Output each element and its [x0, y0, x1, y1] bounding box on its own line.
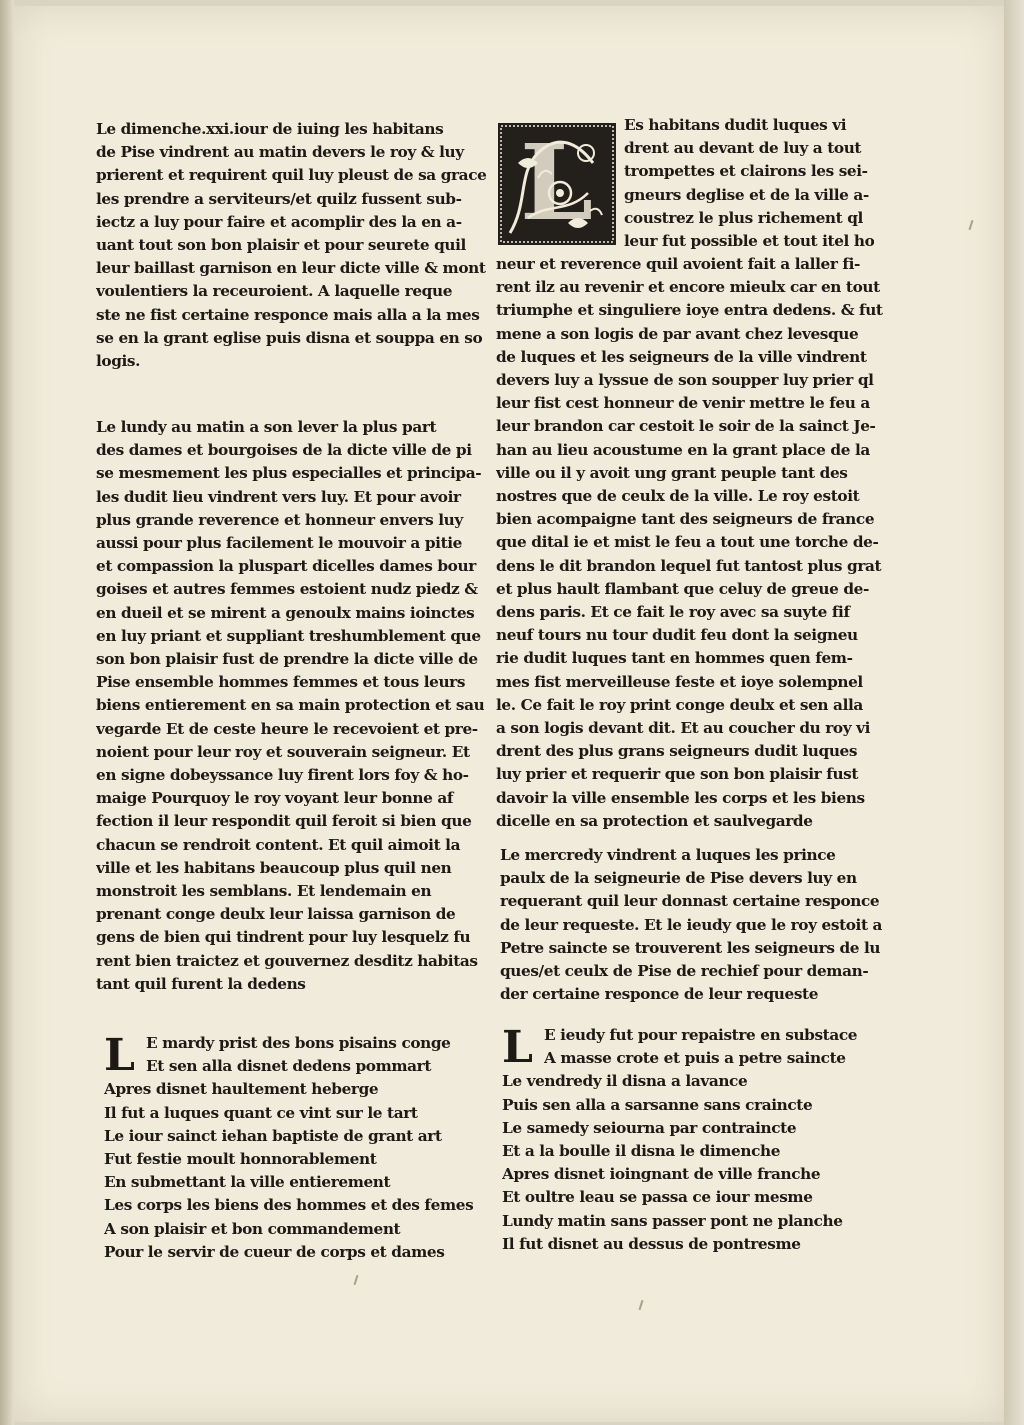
text-line: requerant quil leur donnast certaine responce	[500, 892, 880, 911]
text-line: leur brandon car cestoit le soir de la sainct Je-	[496, 417, 876, 436]
text-line: coustrez le plus richement ql	[624, 208, 863, 227]
verse-line: Le samedy seiourna par contraincte	[502, 1118, 797, 1137]
text-line: en luy priant et suppliant treshumblement que	[96, 626, 481, 645]
text-line: drent des plus grans seigneurs dudit luques	[496, 742, 858, 761]
left-paragraph-2	[96, 416, 484, 996]
ornamental-initial	[498, 123, 616, 245]
text-line: chacun se rendroit content. Et quil aimoit la	[96, 835, 461, 854]
text-line: de luques et les seigneurs de la ville vindrent	[496, 347, 867, 366]
verse-line: Les corps les biens des hommes et des femes	[104, 1196, 474, 1215]
text-line: ville et les habitans beaucoup plus quil nen	[96, 858, 452, 877]
text-line: luy prier et requerir que son bon plaisir fust	[496, 765, 859, 784]
verse-line: E mardy prist des bons pisains conge	[146, 1034, 451, 1052]
page-edge	[1004, 0, 1024, 1425]
text-line: aussi pour plus facilement le mouvoir a pitie	[96, 534, 462, 553]
verse-line: Le iour sainct iehan baptiste de grant art	[104, 1126, 442, 1145]
text-line: en dueil et se mirent a genoulx mains ioinctes	[96, 603, 475, 622]
text-line: Le dimenche.xxi.iour de iuing les habitans	[96, 120, 444, 138]
text-line: leur fut possible et tout itel ho	[624, 232, 875, 251]
text-line: gneurs deglise et de la ville a-	[624, 185, 869, 204]
text-line: le. Ce fait le roy print conge deulx et sen alla	[496, 695, 863, 714]
text-line: Le mercredy vindrent a luques les prince	[500, 846, 836, 864]
ornament-letter: L	[520, 121, 594, 244]
text-line: nostres que de ceulx de la ville. Le roy estoit	[496, 487, 860, 506]
text-line: et plus hault flambant que celuy de greue de-	[496, 579, 869, 598]
text-line: triumphe et singuliere ioye entra dedens. & fut	[496, 301, 883, 320]
text-line: se mesmement les plus especialles et principa-	[96, 464, 482, 483]
text-line: ste ne fist certaine responce mais alla a la mes	[96, 305, 480, 324]
text-line: Pise ensemble hommes femmes et tous leurs	[96, 673, 466, 692]
verse-line: E ieudy fut pour repaistre en substace	[544, 1026, 858, 1044]
text-line: dens paris. Et ce fait le roy avec sa suyte fif	[496, 603, 850, 622]
text-line: fection il leur respondit quil feroit si bien que	[96, 812, 472, 831]
text-line: et compassion la pluspart dicelles dames bour	[96, 557, 476, 576]
text-line: trompettes et clairons les sei-	[624, 162, 868, 181]
text-line: les dudit lieu vindrent vers luy. Et pour avoir	[96, 487, 461, 506]
text-line: monstroit les semblans. Et lendemain en	[96, 882, 432, 901]
verse-line: Puis sen alla a sarsanne sans craincte	[502, 1095, 813, 1114]
right-paragraph-1-head	[624, 114, 874, 253]
text-line: de Pise vindrent au matin devers le roy & luy	[96, 143, 464, 162]
text-line: dicelle en sa protection et saulvegarde	[496, 811, 813, 830]
verse-line: Et a la boulle il disna le dimenche	[502, 1142, 781, 1161]
text-line: davoir la ville ensemble les corps et les biens	[496, 788, 865, 807]
text-line: que dital ie et mist le feu a tout une torche de-	[496, 533, 879, 552]
verse-line: Fut festie moult honnorablement	[104, 1150, 377, 1169]
text-line: Le lundy au matin a son lever la plus part	[96, 418, 437, 436]
text-line: logis.	[96, 352, 141, 371]
text-line: drent au devant de luy a tout	[624, 139, 862, 158]
verse-line: Lundy matin sans passer pont ne planche	[502, 1211, 843, 1230]
text-line: neuf tours nu tour dudit feu dont la seigneu	[496, 626, 858, 645]
verse-line: Apres disnet ioingnant de ville franche	[502, 1165, 821, 1184]
text-line: mene a son logis de par avant chez levesque	[496, 324, 859, 343]
right-verse	[502, 1024, 857, 1256]
verse-initial-letter: L	[502, 1022, 533, 1073]
text-line: Es habitans dudit luques vi	[624, 116, 847, 134]
left-verse	[104, 1032, 473, 1264]
text-line: vegarde Et de ceste heure le recevoient et pre-	[96, 719, 478, 738]
text-line: mes fist merveilleuse feste et ioye solempnel	[496, 672, 863, 691]
text-line: paulx de la seigneurie de Pise devers luy en	[500, 869, 857, 888]
text-line: ville ou il y avoit ung grant peuple tant des	[496, 463, 848, 482]
text-line: goises et autres femmes estoient nudz piedz &	[96, 580, 478, 599]
text-line: han au lieu acoustume en la grant place de la	[496, 440, 870, 459]
text-line: biens entierement en sa main protection et sau	[96, 696, 485, 715]
verse-line: Le vendredy il disna a lavance	[502, 1072, 748, 1091]
text-line: gens de bien qui tindrent pour luy lesquelz fu	[96, 928, 471, 947]
text-line: leur fist cest honneur de venir mettre le feu a	[496, 394, 870, 413]
verse-line: Il fut a luques quant ce vint sur le tart	[104, 1103, 418, 1122]
text-line: devers luy a lyssue de son soupper luy prier ql	[496, 371, 874, 390]
right-paragraph-2	[500, 844, 882, 1006]
verse-line: Pour le servir de cueur de corps et dames	[104, 1242, 445, 1261]
verse-line: A son plaisir et bon commandement	[104, 1219, 401, 1238]
verse-line: Et oultre leau se passa ce iour mesme	[502, 1188, 813, 1207]
left-paragraph-1	[96, 118, 486, 373]
text-line: les prendre a serviteurs/et quilz fussent sub-	[96, 189, 462, 208]
text-line: rent ilz au revenir et encore mieulx car en tout	[496, 278, 880, 297]
text-line: iectz a luy pour faire et acomplir des la en a-	[96, 212, 462, 231]
text-line: der certaine responce de leur requeste	[500, 985, 819, 1004]
text-line: rent bien traictez et gouvernez desditz habitas	[96, 951, 478, 970]
text-line: en signe dobeyssance luy firent lors foy & ho-	[96, 766, 469, 785]
text-line: dens le dit brandon lequel fut tantost plus grat	[496, 556, 882, 575]
text-line: noient pour leur roy et souverain seigneur. Et	[96, 742, 470, 761]
text-line: leur baillast garnison en leur dicte ville & mont	[96, 259, 486, 278]
text-line: tant quil furent la dedens	[96, 974, 306, 993]
verse-line: Et sen alla disnet dedens pommart	[146, 1057, 431, 1076]
text-line: prierent et requirent quil luy pleust de sa grace	[96, 166, 487, 185]
text-line: son bon plaisir fust de prendre la dicte ville de	[96, 650, 478, 669]
text-line: Petre saincte se trouverent les seigneurs de lu	[500, 938, 881, 957]
text-line: neur et reverence quil avoient fait a laller fi-	[496, 255, 860, 273]
verse-initial-letter: L	[104, 1030, 135, 1081]
book-gutter	[0, 0, 14, 1425]
text-line: se en la grant eglise puis disna et souppa en so	[96, 328, 483, 347]
text-line: bien acompaigne tant des seigneurs de france	[496, 510, 875, 529]
verse-line: Il fut disnet au dessus de pontresme	[502, 1234, 801, 1253]
text-line: plus grande reverence et honneur envers luy	[96, 510, 463, 529]
text-line: prenant conge deulx leur laissa garnison de	[96, 905, 456, 924]
text-line: a son logis devant dit. Et au coucher du roy vi	[496, 719, 871, 738]
text-line: rie dudit luques tant en hommes quen fem-	[496, 649, 853, 668]
text-line: uant tout son bon plaisir et pour seurete quil	[96, 236, 466, 255]
verse-line: En submettant la ville entierement	[104, 1173, 391, 1192]
right-paragraph-1-body	[496, 253, 883, 833]
verse-line: A masse crote et puis a petre saincte	[544, 1049, 846, 1068]
text-line: voulentiers la receuroient. A laquelle reque	[96, 282, 453, 301]
text-line: de leur requeste. Et le ieudy que le roy estoit a	[500, 915, 883, 934]
verse-line: Apres disnet haultement heberge	[104, 1080, 379, 1099]
text-line: ques/et ceulx de Pise de rechief pour deman-	[500, 962, 869, 981]
text-line: des dames et bourgoises de la dicte ville de pi	[96, 441, 472, 460]
text-line: maige Pourquoy le roy voyant leur bonne af	[96, 789, 454, 808]
